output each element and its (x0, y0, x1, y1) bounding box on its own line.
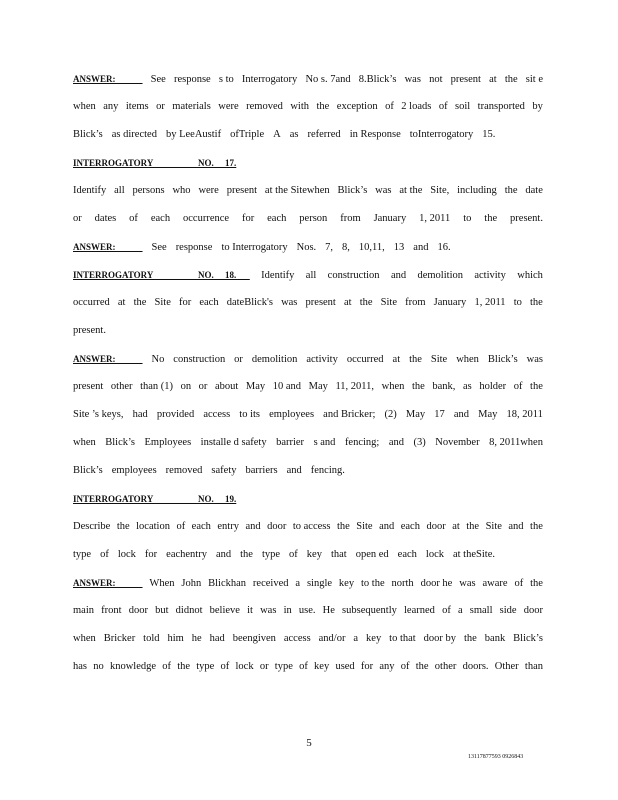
word: s to (218, 74, 234, 85)
word: and (286, 465, 302, 476)
word: toInterrogatory (409, 129, 474, 140)
word: Identify (261, 270, 295, 281)
word: 1, 2011 (474, 297, 506, 308)
word: present (226, 185, 258, 196)
word: in Response (349, 129, 401, 140)
word: construction (327, 270, 380, 281)
word: construction (173, 354, 226, 365)
word: the (316, 101, 330, 112)
word: to access (292, 521, 331, 532)
word: at (392, 354, 401, 365)
word: door (523, 605, 543, 616)
word: 13 (393, 242, 405, 253)
word: Blick’s (73, 465, 103, 476)
word: Interrogatory (241, 74, 298, 85)
section-label: ANSWER: (73, 354, 143, 364)
text-line (73, 380, 543, 394)
word: has (73, 661, 87, 672)
word: and (390, 270, 407, 281)
word: with (290, 101, 310, 112)
word: told (143, 633, 160, 644)
word: had (132, 409, 148, 420)
word: January (373, 213, 407, 224)
word: eachentry (166, 549, 207, 560)
word: type (196, 661, 215, 672)
word: to its (239, 409, 261, 420)
word: Bricker (103, 633, 136, 644)
word: other (110, 381, 133, 392)
word: the (529, 297, 543, 308)
section-label: INTERROGATORY NO. 19. (73, 494, 237, 504)
word: occurred (346, 354, 384, 365)
word: May (308, 381, 328, 392)
word: learned (404, 605, 435, 616)
word: referred (307, 129, 341, 140)
word: for (178, 297, 192, 308)
word: not (429, 74, 443, 85)
word: or (259, 661, 269, 672)
word: in (283, 605, 292, 616)
word: Blick’s (513, 633, 543, 644)
word: Blick’s (105, 437, 136, 448)
word: the (116, 521, 130, 532)
word: from (340, 213, 361, 224)
word: no (93, 661, 104, 672)
word: access (283, 633, 311, 644)
word: at the (399, 185, 423, 196)
word: 15. (482, 129, 496, 140)
word: on (180, 381, 192, 392)
word: of (514, 578, 524, 589)
word: 10,11, (358, 242, 385, 253)
word: 17 (434, 409, 445, 420)
word: was (404, 74, 421, 85)
word: door by (423, 633, 457, 644)
word: as (462, 381, 472, 392)
word: at (343, 297, 352, 308)
word: the (530, 578, 543, 589)
word: present. (73, 325, 106, 336)
word: Identify (73, 185, 107, 196)
text-line (73, 492, 543, 506)
word: or (198, 381, 208, 392)
word: dates (94, 213, 117, 224)
word: subsequently (342, 605, 397, 616)
text-line (73, 436, 543, 450)
text-line (73, 660, 543, 674)
word: north (391, 578, 414, 589)
word: of (385, 101, 394, 112)
word: including (457, 185, 497, 196)
word: the (177, 661, 191, 672)
word: any (379, 661, 395, 672)
word: or (156, 101, 165, 112)
word: safety (211, 465, 237, 476)
word: installe d safety (200, 437, 267, 448)
word: person (299, 213, 328, 224)
word: materials (172, 101, 211, 112)
word: when (381, 381, 405, 392)
word: than (1) (140, 381, 174, 392)
word: 8.Blick’s (358, 74, 397, 85)
word: at (489, 74, 497, 85)
text-line (73, 156, 543, 170)
word: bank, (432, 381, 456, 392)
word: all (305, 270, 317, 281)
text-line (73, 632, 543, 646)
word: He (322, 605, 335, 616)
word: (2) (384, 409, 397, 420)
word: used (335, 661, 355, 672)
word: entry (217, 521, 239, 532)
word: and (379, 521, 395, 532)
word: of (400, 661, 410, 672)
word: date (525, 185, 543, 196)
word: present (73, 381, 104, 392)
word: from (405, 297, 426, 308)
word: at (117, 297, 126, 308)
text-line (73, 604, 543, 618)
word: occurrence (183, 213, 230, 224)
word: the (464, 633, 477, 644)
word: barriers (245, 465, 278, 476)
word: items (125, 101, 149, 112)
word: of (438, 101, 448, 112)
word: 2 loads (401, 101, 432, 112)
text-line (73, 212, 543, 226)
word: Employees (144, 437, 192, 448)
word: Describe (73, 521, 111, 532)
word: each (199, 297, 219, 308)
word: door (267, 521, 287, 532)
word: the (411, 381, 425, 392)
word: at the Sitewhen (264, 185, 330, 196)
word: soil (455, 101, 471, 112)
word: November (435, 437, 480, 448)
word: type (73, 549, 92, 560)
word: received (252, 578, 289, 589)
section-label: INTERROGATORY NO. 18. (73, 270, 250, 280)
word: each (397, 549, 417, 560)
word: and (215, 549, 232, 560)
word: of (129, 213, 138, 224)
text-line (73, 240, 543, 255)
text-line (73, 184, 543, 198)
word: Blick’s (73, 129, 103, 140)
word: the (530, 381, 543, 392)
word: the (415, 661, 429, 672)
page-number: 5 (306, 737, 312, 749)
word: than (524, 661, 543, 672)
word: door he (420, 578, 453, 589)
word: Site (430, 354, 448, 365)
word: employees (269, 409, 315, 420)
word: each (267, 213, 287, 224)
word: at theSite. (452, 549, 495, 560)
word: the (484, 213, 498, 224)
section-label: ANSWER: (73, 74, 143, 84)
word: to the (360, 578, 385, 589)
word: a (457, 605, 463, 616)
section-label: ANSWER: (73, 578, 143, 588)
word: was (260, 605, 277, 616)
word: and (388, 437, 405, 448)
word: May (478, 409, 498, 420)
word: employees (111, 465, 157, 476)
word: Site (356, 521, 373, 532)
word: January (433, 297, 467, 308)
word: the (133, 297, 147, 308)
word: he (191, 633, 202, 644)
word: removed (165, 465, 203, 476)
word: was (281, 297, 298, 308)
text-line (73, 72, 543, 87)
word: removed (246, 101, 283, 112)
word: by LeeAustif (165, 129, 222, 140)
text-line (73, 576, 543, 591)
word: which (517, 270, 543, 281)
word: holder (479, 381, 507, 392)
word: 10 and (272, 381, 302, 392)
word: door (128, 605, 148, 616)
word: when (456, 354, 479, 365)
word: 11, 2011, (335, 381, 375, 392)
word: the (530, 521, 543, 532)
word: 18, 2011 (506, 409, 543, 420)
word: activity (306, 354, 338, 365)
word: of (100, 549, 109, 560)
word: the (359, 297, 373, 308)
word: had (209, 633, 225, 644)
word: the (504, 185, 518, 196)
word: persons (132, 185, 165, 196)
word: (3) (413, 437, 426, 448)
word: ofTriple (230, 129, 265, 140)
section-label: INTERROGATORY NO. 17. (73, 158, 237, 168)
word: a (353, 633, 359, 644)
word: to (513, 297, 522, 308)
word: beengiven (232, 633, 276, 644)
word: Site ’s keys, (73, 409, 124, 420)
word: or (234, 354, 243, 365)
word: 8, (342, 242, 350, 253)
word: all (114, 185, 125, 196)
word: him (167, 633, 184, 644)
word: bank (484, 633, 506, 644)
word: 1, 2011 (419, 213, 451, 224)
word: the (504, 74, 518, 85)
word: any (103, 101, 119, 112)
word: provided (156, 409, 195, 420)
word: Other (494, 661, 519, 672)
word: for (360, 661, 374, 672)
text-line (73, 324, 543, 338)
word: key (366, 633, 382, 644)
word: believe (209, 605, 240, 616)
text-line (73, 128, 543, 142)
text-line (73, 352, 543, 367)
word: sit e (525, 74, 543, 85)
text-line (73, 100, 543, 114)
word: Site, (430, 185, 450, 196)
word: access (203, 409, 231, 420)
word: and Bricker; (323, 409, 376, 420)
word: a (295, 578, 301, 589)
word: about (215, 381, 239, 392)
word: was (459, 578, 476, 589)
word: present. (510, 213, 543, 224)
word: at (452, 521, 460, 532)
word: was (375, 185, 392, 196)
word: but (155, 605, 169, 616)
word: 8, 2011when (489, 437, 543, 448)
word: each (400, 521, 420, 532)
word: as directed (111, 129, 157, 140)
word: open ed (355, 549, 389, 560)
word: doors. (462, 661, 489, 672)
word: of (513, 381, 523, 392)
section-label: ANSWER: (73, 242, 143, 252)
word: front (101, 605, 122, 616)
word: type (261, 549, 281, 560)
word: type (274, 661, 293, 672)
word: fencing; (344, 437, 380, 448)
word: No s. 7and (305, 74, 351, 85)
word: Site (380, 297, 397, 308)
word: main (73, 605, 94, 616)
word: lock (425, 549, 444, 560)
word: knowledge (109, 661, 157, 672)
word: Site (154, 297, 171, 308)
word: 7, (325, 242, 334, 253)
word: each (150, 213, 171, 224)
word: and (413, 242, 429, 253)
word: when (73, 633, 96, 644)
word: of (220, 661, 230, 672)
word: May (405, 409, 426, 420)
text-line (73, 548, 543, 562)
word: and (245, 521, 261, 532)
word: May (245, 381, 266, 392)
word: A (273, 129, 281, 140)
word: small (469, 605, 493, 616)
word: the (336, 521, 350, 532)
word: was (526, 354, 543, 365)
word: by (532, 101, 543, 112)
word: key (338, 578, 355, 589)
word: See (151, 242, 167, 253)
word: when (73, 101, 96, 112)
word: exception (336, 101, 378, 112)
word: to (463, 213, 472, 224)
text-line (73, 464, 543, 478)
word: of (162, 661, 171, 672)
word: each (191, 521, 211, 532)
document-id: 13117877593 0926843 (468, 754, 524, 760)
word: When (149, 578, 175, 589)
word: See (150, 74, 166, 85)
word: and/or (318, 633, 346, 644)
word: activity (474, 270, 506, 281)
word: didnot (175, 605, 203, 616)
word: other (434, 661, 457, 672)
word: barrier (276, 437, 305, 448)
word: of (289, 549, 298, 560)
word: key (306, 549, 322, 560)
word: of (299, 661, 308, 672)
text-line (73, 296, 543, 310)
word: location (136, 521, 170, 532)
word: it (247, 605, 253, 616)
word: key (314, 661, 330, 672)
word: Blickhan (208, 578, 247, 589)
word: when (73, 437, 96, 448)
word: lock (235, 661, 254, 672)
word: who (172, 185, 191, 196)
word: to Interrogatory (221, 242, 288, 253)
text-line (73, 268, 543, 283)
word: present (450, 74, 481, 85)
word: and (453, 409, 470, 420)
word: of (442, 605, 451, 616)
word: transported (477, 101, 525, 112)
word: single (306, 578, 333, 589)
word: s and (313, 437, 336, 448)
word: 16. (437, 242, 451, 253)
word: side (499, 605, 517, 616)
word: were (198, 185, 219, 196)
word: use. (298, 605, 316, 616)
word: No (151, 354, 165, 365)
word: occurred (73, 297, 110, 308)
word: dateBlick's (226, 297, 273, 308)
word: were (218, 101, 239, 112)
word: response (175, 242, 213, 253)
word: for (144, 549, 158, 560)
word: Nos. (296, 242, 317, 253)
word: fencing. (310, 465, 345, 476)
word: lock (117, 549, 136, 560)
word: of (176, 521, 186, 532)
word: Blick’s (337, 185, 368, 196)
word: that (330, 549, 347, 560)
word: Blick’s (487, 354, 518, 365)
word: and (508, 521, 524, 532)
word: to that (389, 633, 416, 644)
word: or (73, 213, 82, 224)
word: door (426, 521, 446, 532)
word: the (240, 549, 253, 560)
word: demolition (251, 354, 298, 365)
text-line (73, 520, 543, 534)
word: Site (485, 521, 502, 532)
word: for (241, 213, 255, 224)
word: the (409, 354, 422, 365)
word: as (289, 129, 299, 140)
word: response (173, 74, 211, 85)
text-line (73, 408, 543, 422)
word: demolition (417, 270, 463, 281)
word: present (305, 297, 336, 308)
word: John (181, 578, 202, 589)
word: aware (482, 578, 508, 589)
word: the (466, 521, 480, 532)
